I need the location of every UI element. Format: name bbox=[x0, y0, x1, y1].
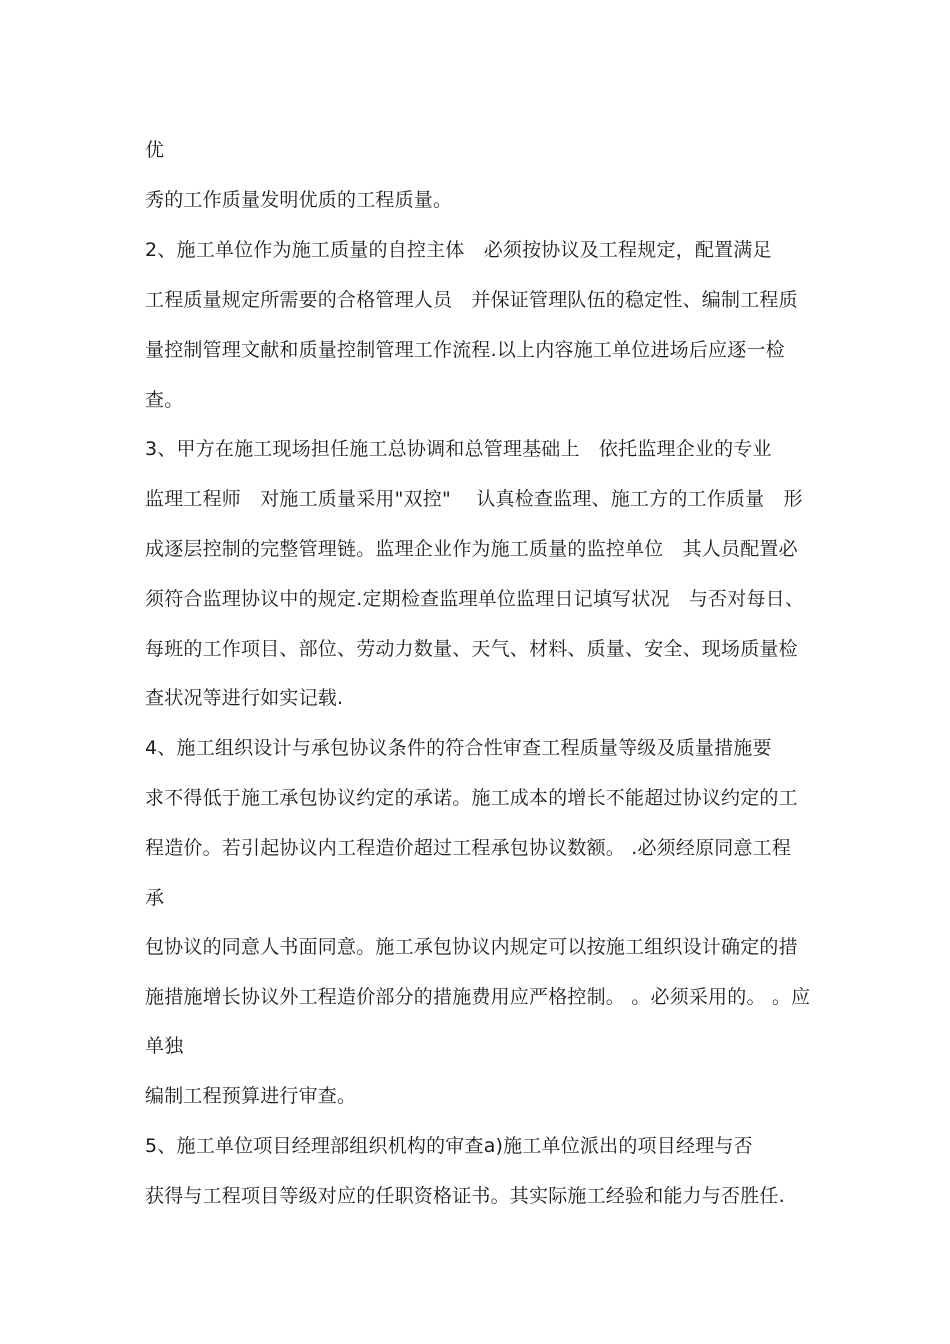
text-line: 秀的工作质量发明优质的工程质量。 bbox=[145, 189, 453, 211]
text-line: 优 bbox=[145, 139, 165, 161]
text-line: 工程质量规定所需要的合格管理人员 并保证管理队伍的稳定性、编制工程质 bbox=[145, 289, 798, 311]
text-line: 查。 bbox=[145, 389, 184, 411]
text-line: 单独 bbox=[145, 1035, 184, 1057]
text-line: 获得与工程项目等级对应的任职资格证书。其实际施工经验和能力与否胜任. bbox=[145, 1185, 785, 1207]
text-line: 2、施工单位作为施工质量的自控主体 必须按协议及工程规定，配置满足 bbox=[145, 239, 772, 261]
text-line: 编制工程预算进行审查。 bbox=[145, 1085, 357, 1107]
text-line: 施措施增长协议外工程造价部分的措施费用应严格控制。 。必须采用的。 。应 bbox=[145, 986, 811, 1008]
text-line: 成逐层控制的完整管理链。监理企业作为施工质量的监控单位 其人员配置必 bbox=[145, 538, 798, 560]
text-line: 包协议的同意人书面同意。施工承包协议内规定可以按施工组织设计确定的措 bbox=[145, 936, 798, 958]
text-line: 5、施工单位项目经理部组织机构的审查a)施工单位派出的项目经理与否 bbox=[145, 1135, 753, 1157]
text-line: 承 bbox=[145, 887, 165, 909]
text-line: 监理工程师 对施工质量采用"双控" 认真检查监理、施工方的工作质量 形 bbox=[145, 488, 803, 510]
text-line: 查状况等进行如实记载. bbox=[145, 687, 344, 709]
text-line: 4、施工组织设计与承包协议条件的符合性审查工程质量等级及质量措施要 bbox=[145, 737, 772, 759]
text-line: 程造价。若引起协议内工程造价超过工程承包协议数额。 .必须经原同意工程 bbox=[145, 837, 792, 859]
text-line: 3、甲方在施工现场担任施工总协调和总管理基础上 依托监理企业的专业 bbox=[145, 438, 772, 460]
text-line: 须符合监理协议中的规定.定期检查监理单位监理日记填写状况 与否对每日、 bbox=[145, 588, 805, 610]
text-line: 量控制管理文献和质量控制管理工作流程.以上内容施工单位进场后应逐一检 bbox=[145, 339, 785, 361]
text-line: 每班的工作项目、部位、劳动力数量、天气、材料、质量、安全、现场质量检 bbox=[145, 638, 798, 660]
text-line: 求不得低于施工承包协议约定的承诺。施工成本的增长不能超过协议约定的工 bbox=[145, 787, 798, 809]
